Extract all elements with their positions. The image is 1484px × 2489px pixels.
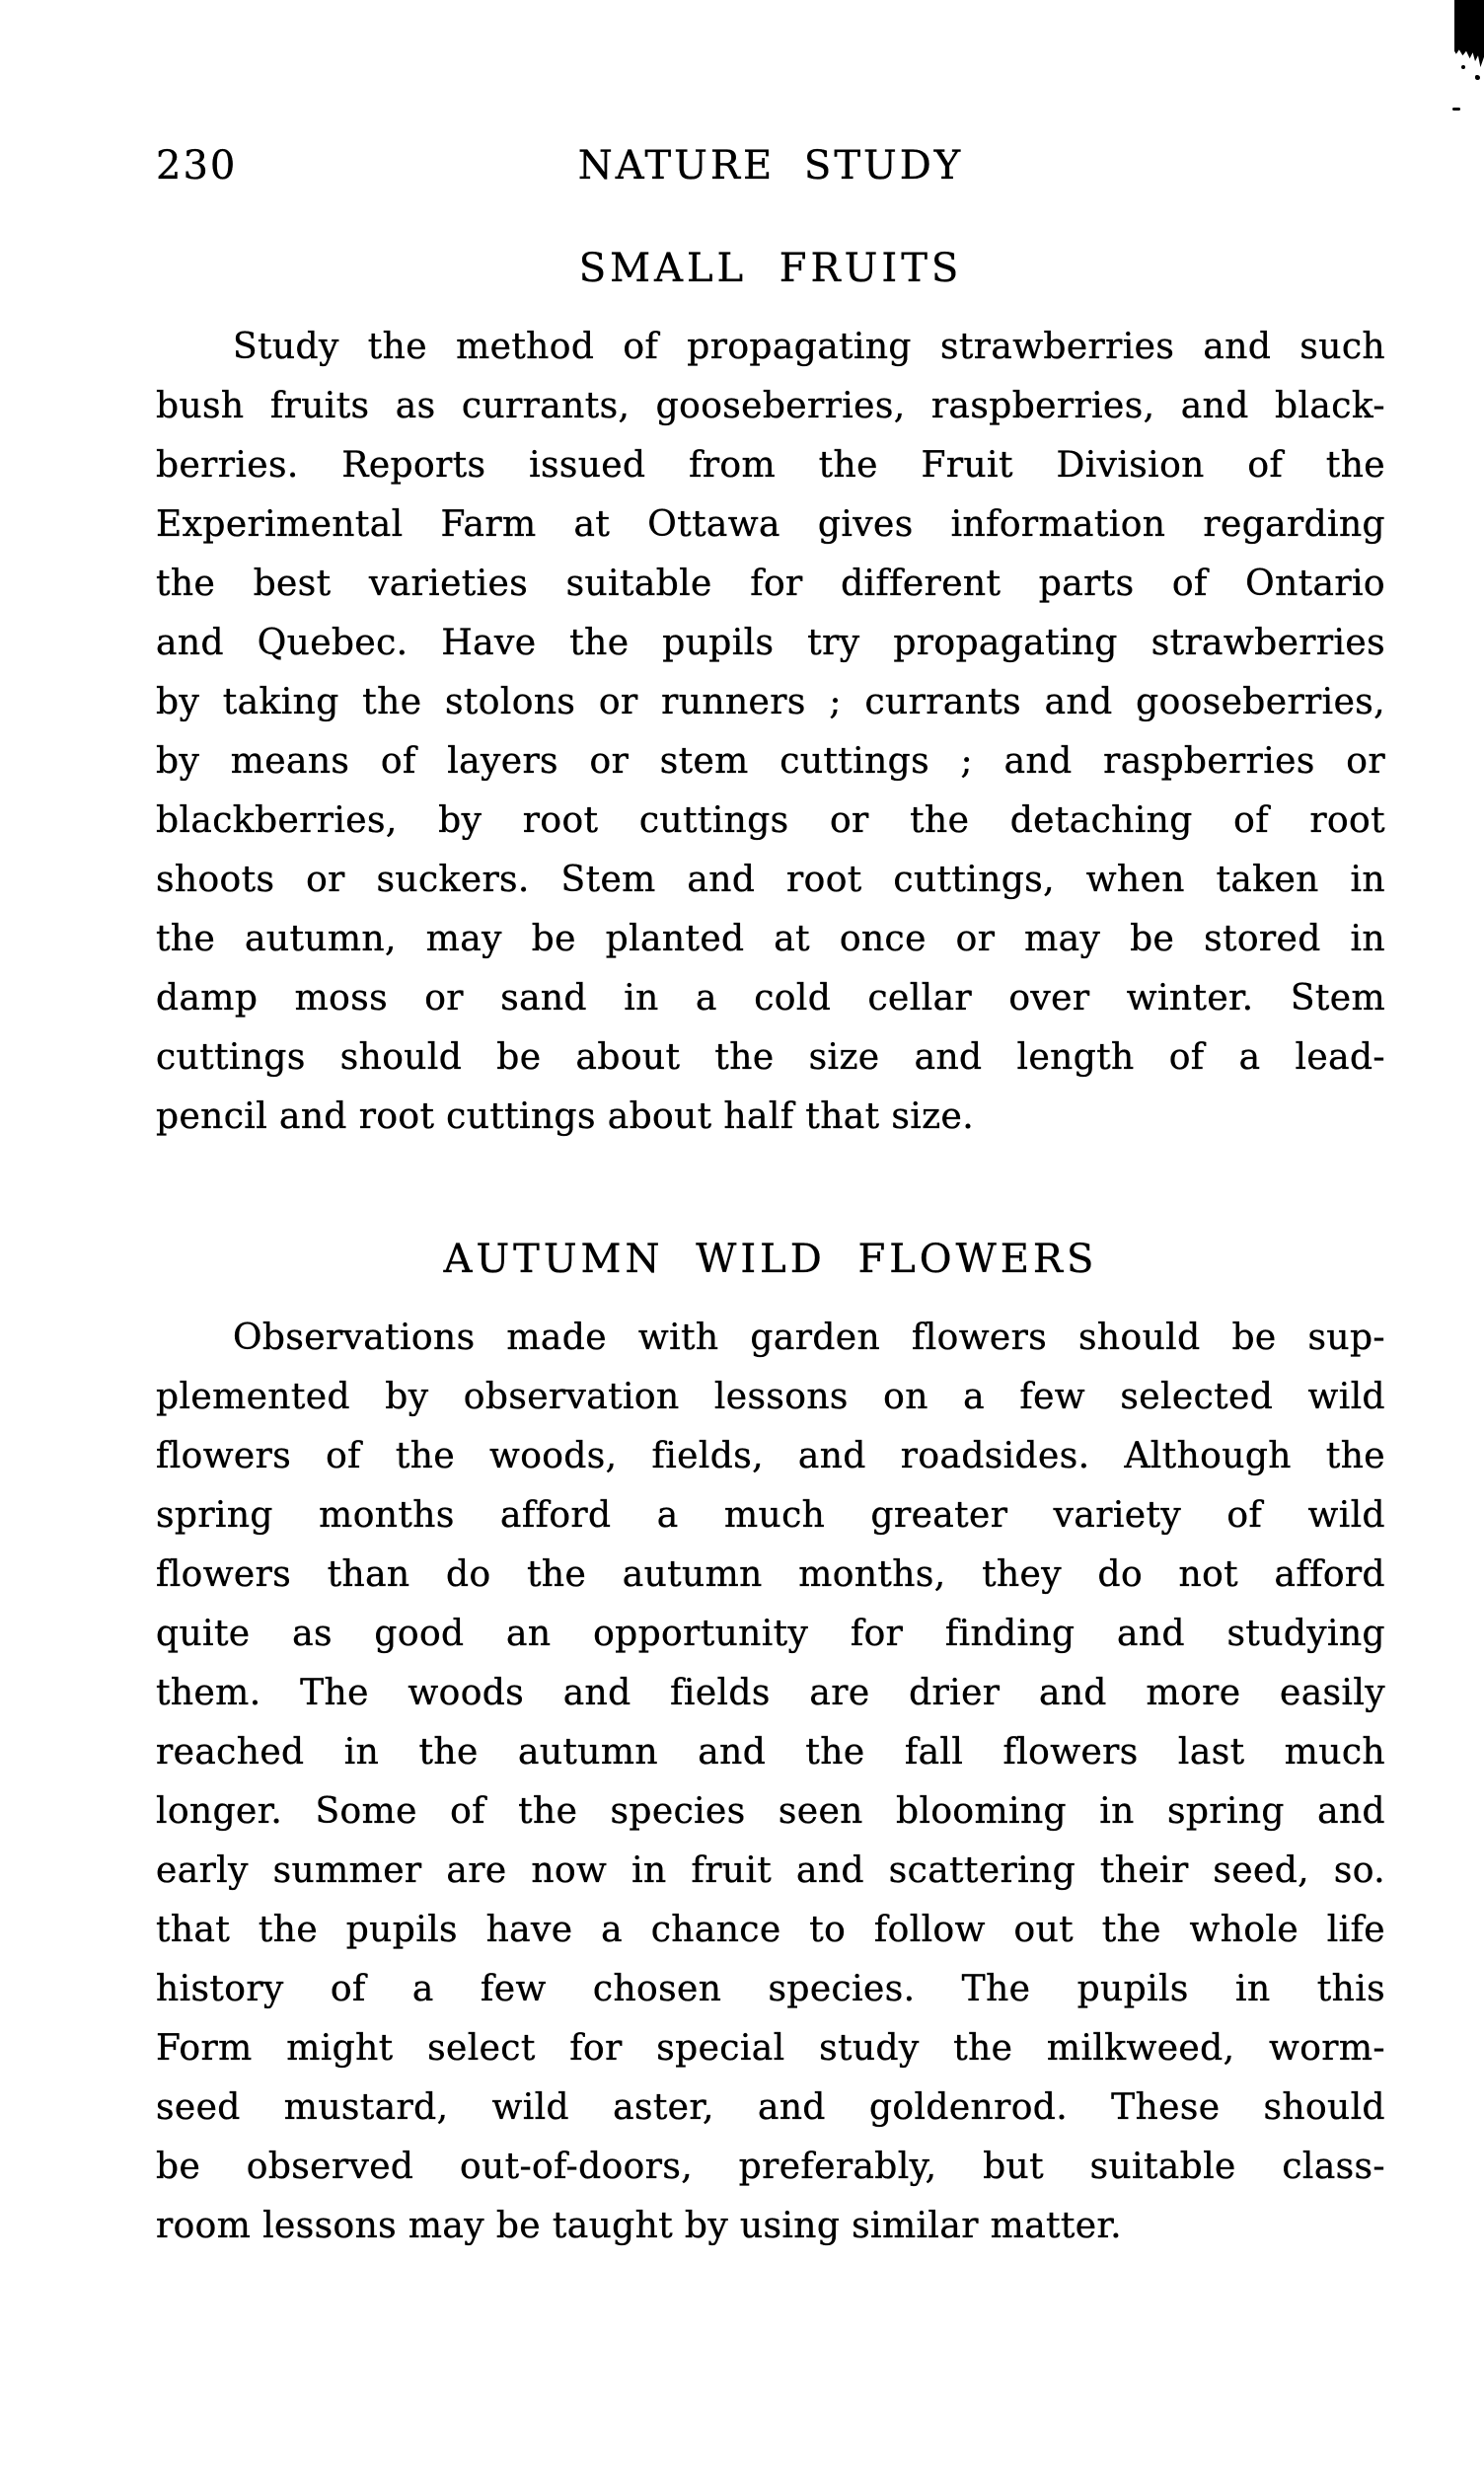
paragraph: [156, 318, 1385, 1147]
text-line: reached in the autumn and the fall flowers last much: [156, 1732, 1385, 1772]
page-content: [156, 0, 1385, 2256]
text-line: cuttings should be about the size and length of a lead-: [156, 1037, 1385, 1078]
text-line: flowers of the woods, fields, and roadsides. Although the: [156, 1436, 1385, 1476]
text-line: be observed out-of-doors, preferably, but suitable class-: [156, 2147, 1385, 2187]
text-line: Experimental Farm at Ottawa gives information regarding: [156, 504, 1385, 545]
running-title: NATURE STUDY: [577, 143, 964, 189]
text-line: bush fruits as currants, gooseberries, raspberries, and black-: [156, 386, 1385, 426]
text-line: them. The woods and fields are drier and more easily: [156, 1673, 1385, 1713]
text-line: Study the method of propagating strawberries and such: [233, 327, 1385, 367]
text-line: longer. Some of the species seen blooming in spring and: [156, 1791, 1385, 1832]
text-line: the best varieties suitable for different parts of Ontario: [156, 564, 1385, 604]
text-line: berries. Reports issued from the Fruit Division of the: [156, 445, 1385, 486]
ink-speck: [1461, 65, 1465, 69]
text-line: pencil and root cuttings about half that size.: [156, 1096, 975, 1137]
ink-speck: [1452, 108, 1460, 111]
text-line: that the pupils have a chance to follow out the whole life: [156, 1910, 1385, 1950]
text-line: quite as good an opportunity for finding and studying: [156, 1614, 1385, 1654]
text-line: the autumn, may be planted at once or may be stored in: [156, 919, 1385, 959]
text-line: Form might select for special study the milkweed, worm-: [156, 2028, 1385, 2069]
text-line: and Quebec. Have the pupils try propagating strawberries: [156, 623, 1385, 663]
text-line: Observations made with garden flowers should be sup-: [233, 1318, 1385, 1358]
section-heading: AUTUMN WILD FLOWERS: [443, 1237, 1098, 1282]
text-line: room lessons may be taught by using similar matter.: [156, 2206, 1122, 2246]
text-line: early summer are now in fruit and scattering their seed, so.: [156, 1850, 1385, 1891]
text-line: spring months afford a much greater variety of wild: [156, 1495, 1385, 1536]
ink-blot-artifact: [1454, 0, 1484, 73]
text-line: history of a few chosen species. The pupils in this: [156, 1969, 1385, 2009]
text-line: by means of layers or stem cuttings ; and raspberries or: [156, 741, 1385, 782]
text-line: by taking the stolons or runners ; currants and gooseberries,: [156, 682, 1385, 722]
section-heading: SMALL FRUITS: [578, 246, 963, 291]
ink-speck: [1475, 75, 1480, 80]
text-line: damp moss or sand in a cold cellar over winter. Stem: [156, 978, 1385, 1018]
text-line: seed mustard, wild aster, and goldenrod. These should: [156, 2087, 1385, 2128]
text-line: blackberries, by root cuttings or the detaching of root: [156, 800, 1385, 841]
text-line: flowers than do the autumn months, they do not afford: [156, 1554, 1385, 1595]
text-line: plemented by observation lessons on a few selected wild: [156, 1377, 1385, 1417]
page-number: 230: [156, 143, 238, 189]
text-line: shoots or suckers. Stem and root cuttings, when taken in: [156, 860, 1385, 900]
paragraph: [156, 1309, 1385, 2256]
